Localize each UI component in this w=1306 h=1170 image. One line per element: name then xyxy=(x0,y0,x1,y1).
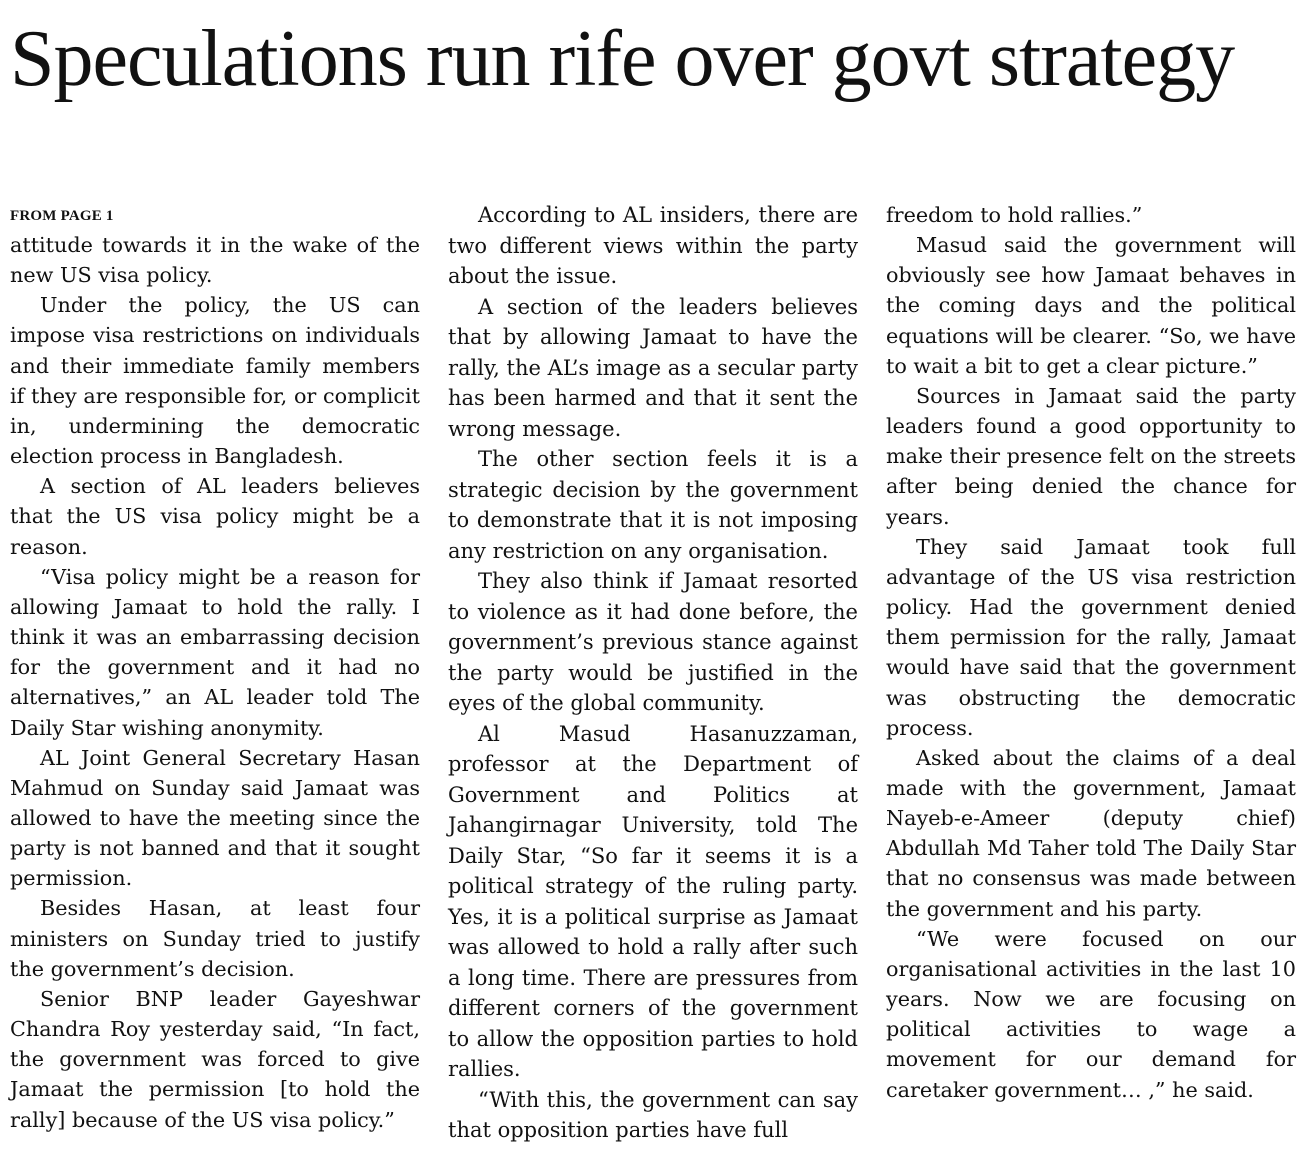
paragraph: Al Masud Hasanuzzaman, professor at the Department of Government and Politics at Jahangirnagar University, told The Daily Star, “So far it seems it is a political strategy of the ruling party. Yes, it is a political surprise as Jamaat was allowed to hold a rally after such a long time. There are pressures from different corners of the government to allow the opposition parties to hold rallies. xyxy=(448,721,858,1081)
paragraph: attitude towards it in the wake of the new US visa policy. xyxy=(10,233,420,288)
paragraph: They said Jamaat took full advantage of the US visa restriction policy. Had the government denied them permission for the rally, Jamaat would have said that the government was obstructing the democratic process. xyxy=(886,534,1296,740)
paragraph: Under the policy, the US can impose visa restrictions on individuals and their immediate family members if they are responsible for, or complicit in, undermining the democratic election process in Bangladesh. xyxy=(10,293,420,469)
paragraph: Masud said the government will obviously see how Jamaat behaves in the coming days and the political equations will be clearer. “So, we have to wait a bit to get a clear picture.” xyxy=(886,233,1296,378)
paragraph: The other section feels it is a strategic decision by the government to demonstrate that it is not imposing any restriction on any organisation. xyxy=(448,447,858,563)
paragraph: A section of AL leaders believes that the US visa policy might be a reason. xyxy=(10,474,420,559)
paragraph: Sources in Jamaat said the party leaders found a good opportunity to make their presence felt on the streets after being denied the chance for years. xyxy=(886,383,1296,529)
paragraph: A section of the leaders believes that by allowing Jamaat to have the rally, the AL’s image as a secular party has been harmed and that it sent the wrong message. xyxy=(448,294,858,441)
paragraph: According to AL insiders, there are two different views within the party about the issue. xyxy=(448,203,858,288)
continuation-kicker: FROM PAGE 1 xyxy=(10,208,114,224)
paragraph: Asked about the claims of a deal made with the government, Jamaat Nayeb-e-Ameer (deputy chief) Abdullah Md Taher told The Daily Star that no consensus was made between the government and his party. xyxy=(886,745,1296,921)
paragraph: “We were focused on our organisational activities in the last 10 years. Now we are focusing on political activities to wage a movement for our demand for caretaker government… ,” he said. xyxy=(886,926,1296,1102)
column-3 xyxy=(886,200,1296,1105)
paragraph: Senior BNP leader Gayeshwar Chandra Roy yesterday said, “In fact, the government was forced to give Jamaat the permission [to hold the rally] because of the US visa policy.” xyxy=(10,986,420,1132)
paragraph: They also think if Jamaat resorted to violence as it had done before, the government’s previous stance against the party would be justified in the eyes of the global community. xyxy=(448,569,858,715)
column-1 xyxy=(10,200,420,1135)
headline: Speculations run rife over govt strategy xyxy=(10,15,1235,103)
article-body xyxy=(10,200,1296,1160)
paragraph: “Visa policy might be a reason for allowing Jamaat to hold the rally. I think it was an embarrassing decision for the government and it had no alternatives,” an AL leader told The Daily Star wishing anonymity. xyxy=(10,564,420,740)
paragraph: “With this, the government can say that opposition parties have full xyxy=(448,1087,858,1142)
paragraph: freedom to hold rallies.” xyxy=(886,203,1143,227)
paragraph: Besides Hasan, at least four ministers on Sunday tried to justify the government’s decision. xyxy=(10,896,420,981)
column-2 xyxy=(448,200,858,1146)
paragraph: AL Joint General Secretary Hasan Mahmud on Sunday said Jamaat was allowed to have the meeting since the party is not banned and that it sought permission. xyxy=(10,745,420,891)
